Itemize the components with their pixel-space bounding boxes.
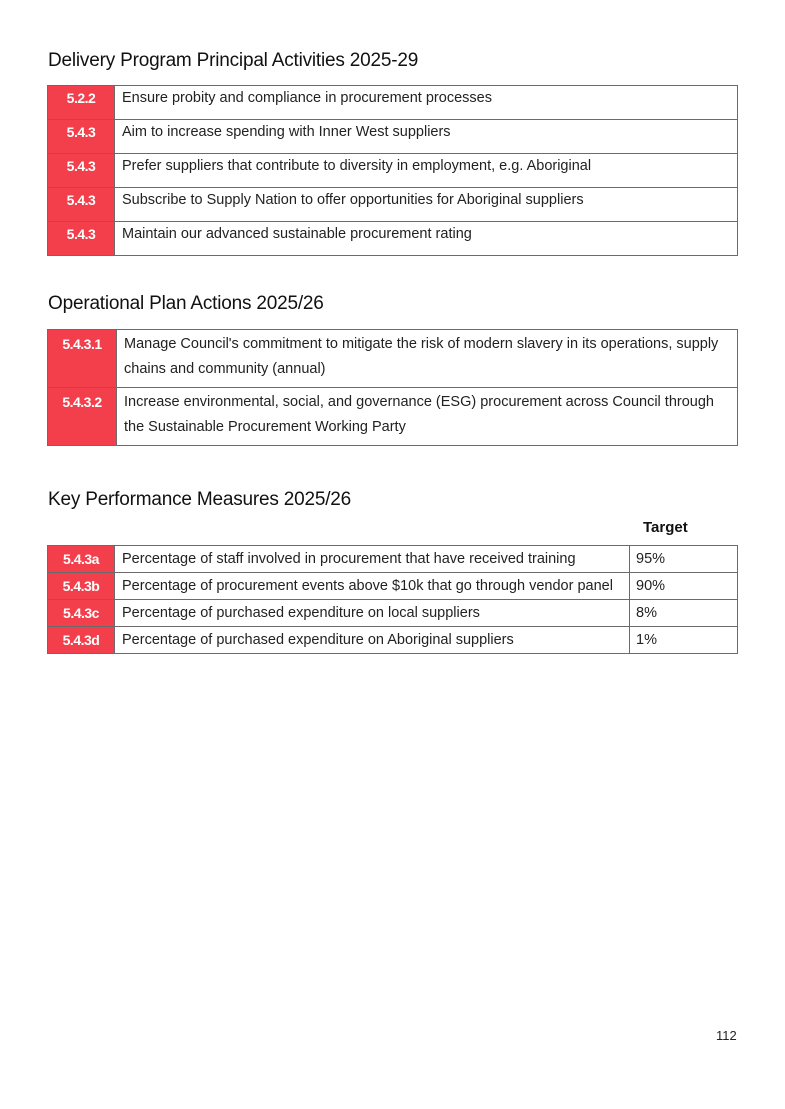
measure-text: Percentage of procurement events above $10k that go through vendor panel xyxy=(115,573,630,600)
measure-code: 5.4.3d xyxy=(48,627,115,654)
table-row xyxy=(48,627,738,654)
table-row xyxy=(48,600,738,627)
table-row xyxy=(48,154,738,188)
activity-code: 5.4.3 xyxy=(48,188,115,222)
measure-code: 5.4.3b xyxy=(48,573,115,600)
activity-code: 5.4.3 xyxy=(48,154,115,188)
kpm-heading: Key Performance Measures 2025/26 xyxy=(48,489,352,510)
measure-text: Percentage of staff involved in procurement that have received training xyxy=(115,546,630,573)
activity-code: 5.2.2 xyxy=(48,86,115,120)
measure-target: 95% xyxy=(630,546,738,573)
table-row xyxy=(48,330,738,388)
delivery-program-table xyxy=(47,85,738,256)
activity-code: 5.4.3 xyxy=(48,120,115,154)
activity-code: 5.4.3 xyxy=(48,222,115,256)
table-row xyxy=(48,120,738,154)
activity-text: Ensure probity and compliance in procurement processes xyxy=(115,86,738,120)
activity-text: Aim to increase spending with Inner West suppliers xyxy=(115,120,738,154)
action-text: Manage Council's commitment to mitigate the risk of modern slavery in its operations, supply chains and community (annual) xyxy=(117,330,738,388)
action-code: 5.4.3.2 xyxy=(48,388,117,446)
measure-text: Percentage of purchased expenditure on local suppliers xyxy=(115,600,630,627)
page-number: 112 xyxy=(716,1028,737,1043)
delivery-program-heading: Delivery Program Principal Activities 2025-29 xyxy=(48,50,419,71)
operational-plan-heading: Operational Plan Actions 2025/26 xyxy=(48,293,324,314)
table-row xyxy=(48,222,738,256)
operational-plan-table xyxy=(47,329,738,446)
table-row xyxy=(48,188,738,222)
table-row xyxy=(48,573,738,600)
measure-code: 5.4.3c xyxy=(48,600,115,627)
activity-text: Prefer suppliers that contribute to diversity in employment, e.g. Aboriginal xyxy=(115,154,738,188)
kpm-table xyxy=(47,545,738,654)
activity-text: Maintain our advanced sustainable procurement rating xyxy=(115,222,738,256)
measure-target: 90% xyxy=(630,573,738,600)
measure-code: 5.4.3a xyxy=(48,546,115,573)
measure-target: 1% xyxy=(630,627,738,654)
measure-target: 8% xyxy=(630,600,738,627)
action-text: Increase environmental, social, and governance (ESG) procurement across Council through the Sustainable Procurement Working Party xyxy=(117,388,738,446)
measure-text: Percentage of purchased expenditure on Aboriginal suppliers xyxy=(115,627,630,654)
action-code: 5.4.3.1 xyxy=(48,330,117,388)
table-row xyxy=(48,546,738,573)
table-row xyxy=(48,86,738,120)
table-row xyxy=(48,388,738,446)
target-column-header: Target xyxy=(643,519,688,536)
activity-text: Subscribe to Supply Nation to offer opportunities for Aboriginal suppliers xyxy=(115,188,738,222)
